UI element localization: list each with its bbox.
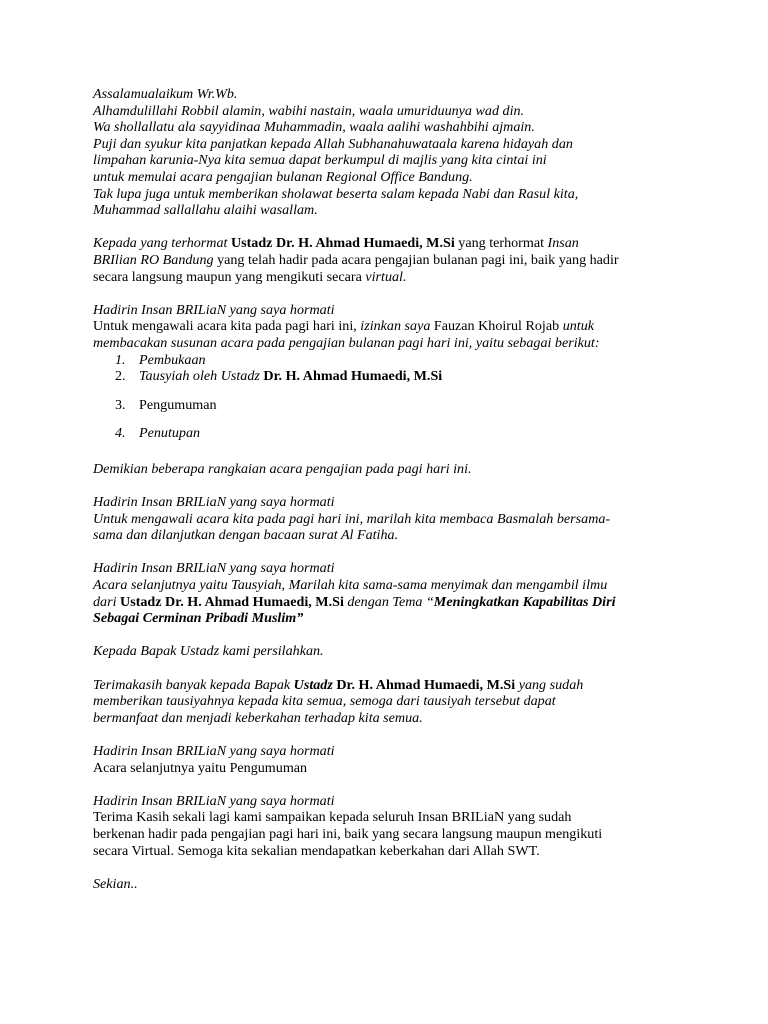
ustadz-name: Ustadz Dr. H. Ahmad Humaedi, M.Si [230,235,455,252]
agenda-item [93,397,683,414]
opening-line: untuk memulai acara pengajian bulanan Regional Office Bandung. [93,168,473,185]
agenda-number: 2. [115,368,126,385]
closing-text: berkenan hadir pada pengajian pagi hari ini, baik yang secara langsung maupun mengikuti [93,825,603,842]
intro-section [93,302,683,442]
greeting-text: yang telah hadir pada acara pengajian bulanan pagi ini, baik yang hadir [213,251,619,268]
ustadz-name: Dr. H. Ahmad Humaedi, M.Si [332,676,516,693]
salutation: Hadirin Insan BRILiaN yang saya hormati [93,792,335,809]
basmalah-text: Untuk mengawali acara kita pada pagi hari ini, marilah kita membaca Basmalah bersama- [93,510,611,527]
thanks-section [93,677,683,727]
intro-text: Untuk mengawali acara kita pada pagi hari ini, [93,318,361,335]
ustadz-title: Ustadz [293,676,333,693]
tausiyah-text: Acara selanjutnya yaitu Tausyiah, Marilah kita sama-sama menyimak dan mengambil ilmu [93,577,608,594]
salutation: Hadirin Insan BRILiaN yang saya hormati [93,560,335,577]
summary-text: Demikian beberapa rangkaian acara pengajian pada pagi hari ini. [93,460,472,477]
intro-text: izinkan saya [360,318,431,335]
opening-line: Muhammad sallallahu alaihi wasallam. [93,202,318,219]
closing-text: secara Virtual. Semoga kita sekalian mendapatkan keberkahan dari Allah SWT. [93,842,540,859]
agenda-number: 3. [115,396,126,413]
opening-line: limpahan karunia-Nya kita semua dapat berkumpul di majlis yang kita cintai ini [93,152,547,169]
salutation: Hadirin Insan BRILiaN yang saya hormati [93,301,335,318]
intro-text: untuk [562,318,594,335]
opening-section [93,86,683,219]
ustadz-name: Ustadz Dr. H. Ahmad Humaedi, M.Si [120,593,344,610]
greeting-text: secara langsung maupun yang mengikuti secara [93,268,366,285]
agenda-number: 4. [115,425,126,442]
opening-line: Assalamualaikum Wr.Wb. [93,86,238,102]
intro-text: membacakan susunan acara pada pengajian bulanan pagi hari ini, yaitu sebagai berikut: [93,334,600,351]
thanks-text: yang sudah [515,676,584,693]
agenda-item [93,425,683,442]
greeting-text: BRIlian RO Bandung [93,251,214,268]
agenda-text: Tausyiah oleh Ustadz [139,368,264,385]
opening-line: Tak lupa juga untuk memberikan sholawat beserta salam kepada Nabi dan Rasul kita, [93,185,579,202]
announce-section [93,743,683,776]
agenda-item [93,352,683,369]
thanks-text: Terimakasih banyak kepada Bapak [93,676,294,693]
salutation: Hadirin Insan BRILiaN yang saya hormati [93,742,335,759]
announce-text: Acara selanjutnya yaitu Pengumuman [93,759,308,776]
tausiyah-text: dari [93,593,121,610]
opening-line: Puji dan syukur kita panjatkan kepada Allah Subhanahuwataala karena hidayah dan [93,135,573,152]
greeting-paragraph [93,235,683,285]
intro-text: Fauzan Khoirul Rojab [430,318,563,335]
closing-text: Terima Kasih sekali lagi kami sampaikan kepada seluruh Insan BRILiaN yang sudah [93,809,572,826]
greeting-text: virtual. [365,268,407,285]
agenda-text: Penutupan [139,425,201,442]
agenda-list [93,352,683,442]
signoff-text: Sekian.. [93,875,138,892]
tausiyah-theme: Meningkatkan Kapabilitas Diri [433,593,616,610]
basmalah-text: sama dan dilanjutkan dengan bacaan surat Al Fatiha. [93,527,399,544]
agenda-text: Pengumuman [139,396,217,413]
opening-line: Wa shollallatu ala sayyidinaa Muhammadin, waala aalihi washahbihi ajmain. [93,119,535,136]
tausiyah-text: dengan Tema “ [343,593,434,610]
closing-section [93,793,683,859]
agenda-text: Pembukaan [139,351,206,368]
invite-text: Kepada Bapak Ustadz kami persilahkan. [93,643,324,660]
thanks-text: bermanfaat dan menjadi keberkahan terhadap kita semua. [93,709,423,726]
greeting-text: yang terhormat [454,235,548,252]
document-page [93,86,683,892]
agenda-item [93,368,683,385]
tausiyah-theme: Sebagai Cerminan Pribadi Muslim” [93,610,304,627]
basmalah-section [93,494,683,544]
opening-line: Alhamdulillahi Robbil alamin, wabihi nastain, waala umuriduunya wad din. [93,102,525,119]
agenda-number: 1. [115,351,126,368]
salutation: Hadirin Insan BRILiaN yang saya hormati [93,494,335,511]
tausiyah-section [93,560,683,626]
ustadz-name: Dr. H. Ahmad Humaedi, M.Si [263,368,443,385]
greeting-text: Kepada yang terhormat [93,235,231,252]
thanks-text: memberikan tausiyahnya kepada kita semua, semoga dari tausiyah tersebut dapat [93,693,556,710]
greeting-text: Insan [547,235,579,252]
